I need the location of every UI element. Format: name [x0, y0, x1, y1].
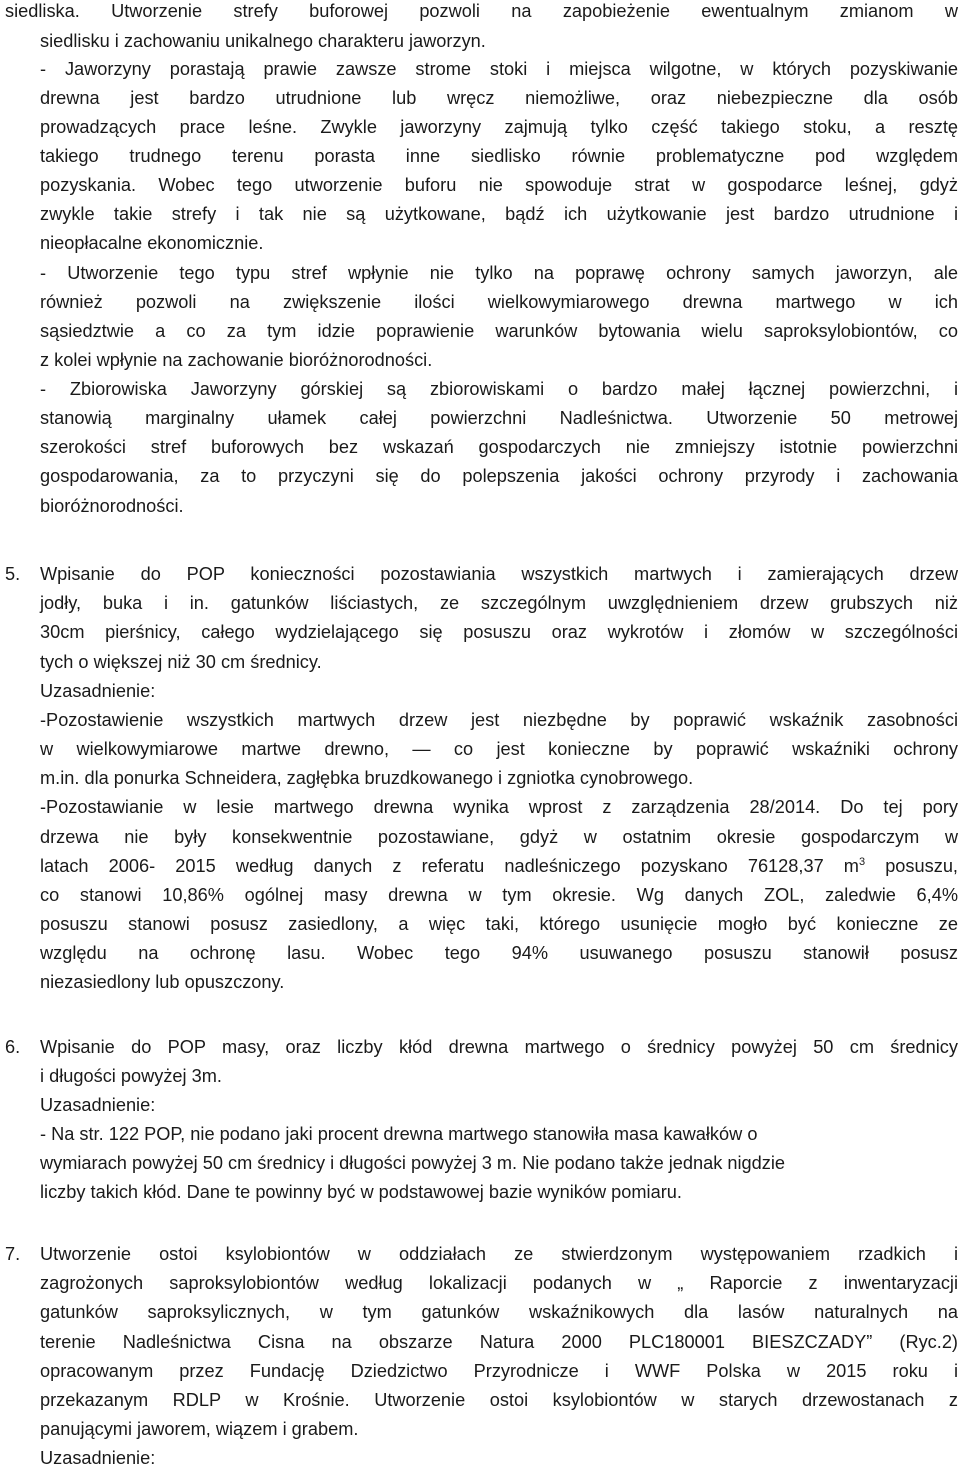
text-line: również pozwoli na zwiększenie ilości wielkowymiarowego drewna martwego w ich [40, 292, 958, 312]
text-line: gatunków saproksylicznych, w tym gatunków wskaźnikowych dla lasów naturalnych na [40, 1302, 958, 1322]
text-line: - Utworzenie tego typu stref wpłynie nie tylko na poprawę ochrony samych jaworzyn, ale [40, 263, 958, 283]
text-line: panującymi jaworem, wiązem i grabem. [40, 1419, 359, 1439]
text-line: terenie Nadleśnictwa Cisna na obszarze Natura 2000 PLC180001 BIESZCZADY” (Ryc.2) [40, 1332, 958, 1352]
text-line: liczby takich kłód. Dane te powinny być w podstawowej bazie wyników pomiaru. [40, 1182, 682, 1202]
text-line: tych o większej niż 30 cm średnicy. [40, 652, 322, 672]
text-line: pozyskania. Wobec tego utworzenie buforu nie spowoduje strat w gospodarce leśnej, gdyż [40, 175, 958, 195]
text-line: -Pozostawienie wszystkich martwych drzew jest niezbędne by poprawić wskaźnik zasobności [40, 710, 958, 730]
text-line: niezasiedlony lub opuszczony. [40, 972, 285, 992]
text-line: przekazanym RDLP w Krośnie. Utworzenie ostoi ksylobiontów w starych drzewostanach z [40, 1390, 958, 1410]
text-line: drewna jest bardzo utrudnione lub wręcz niemożliwe, oraz niebezpieczne dla osób [40, 88, 958, 108]
superscript: 3 [858, 855, 866, 868]
text-line: bioróżnorodności. [40, 496, 184, 516]
text-line: drzewa nie były konsekwentnie pozostawiane, gdyż w ostatnim okresie gospodarczym w [40, 827, 958, 847]
text-line: sąsiedztwie a co za tym idzie poprawienie warunków bytowania wielu saproksylobiontów, co [40, 321, 958, 341]
text-line [40, 855, 958, 877]
text-line: 30cm pierśnicy, całego wydzielającego się posuszu oraz wykrotów i złomów w szczególności [40, 622, 958, 642]
text-line: co stanowi 10,86% ogólnej masy drewna w tym okresie. Wg danych ZOL, zaledwie 6,4% [40, 885, 958, 905]
text-line: Wpisanie do POP masy, oraz liczby kłód drewna martwego o średnicy powyżej 50 cm średnicy [40, 1037, 958, 1057]
text-line: gospodarowania, za to przyczyni się do polepszenia jakości ochrony przyrody i zachowania [40, 466, 958, 486]
text-line: jodły, buka i in. gatunków liściastych, ze szczególnym uwzględnieniem drzew grubszych niż [40, 593, 958, 613]
text-line: siedliska. Utworzenie strefy buforowej pozwoli na zapobieżenie ewentualnym zmianom w [5, 1, 958, 21]
text-line: zwykle takie strefy i tak nie są użytkowane, bądź ich użytkowanie jest bardzo utrudnione i [40, 204, 958, 224]
text-line: stanowią marginalny ułamek całej powierzchni Nadleśnictwa. Utworzenie 50 metrowej [40, 408, 958, 428]
text-line: w wielkowymiarowe martwe drewno, — co jest konieczne by poprawić wskaźniki ochrony [40, 739, 958, 759]
text-segment: latach 2006- 2015 według danych z referatu nadleśniczego pozyskano 76128,37 m [40, 856, 859, 876]
section-label: Uzasadnienie: [40, 1095, 156, 1115]
list-number: 6. [5, 1037, 21, 1057]
text-line: względu na ochronę lasu. Wobec tego 94% usuwanego posuszu stanowił posusz [40, 943, 958, 963]
text-line: - Jaworzyny porastają prawie zawsze strome stoki i miejsca wilgotne, w których pozyskiwanie [40, 59, 958, 79]
text-line: zagrożonych saproksylobiontów według lokalizacji podanych w „ Raporcie z inwentaryzacji [40, 1273, 958, 1293]
text-line: takiego trudnego terenu porasta inne siedlisko równie problematyczne pod względem [40, 146, 958, 166]
text-line: -Pozostawianie w lesie martwego drewna wynika wprost z zarządzenia 28/2014. Do tej pory [40, 797, 958, 817]
text-line: nieopłacalne ekonomicznie. [40, 233, 264, 253]
text-segment: posuszu, [865, 856, 958, 876]
list-number: 5. [5, 564, 21, 584]
text-line: m.in. dla ponurka Schneidera, zagłębka bruzdkowanego i zgniotka cynobrowego. [40, 768, 694, 788]
text-line: i długości powyżej 3m. [40, 1066, 222, 1086]
text-line: prowadzących prace leśne. Zwykle jaworzyny zajmują tylko część takiego stoku, a resztę [40, 117, 958, 137]
text-line: Wpisanie do POP konieczności pozostawiania wszystkich martwych i zamierających drzew [40, 564, 958, 584]
section-label: Uzasadnienie: [40, 681, 156, 701]
text-line: z kolei wpłynie na zachowanie bioróżnorodności. [40, 350, 433, 370]
text-line: - Zbiorowiska Jaworzyny górskiej są zbiorowiskami o bardzo małej łącznej powierzchni, i [40, 379, 958, 399]
list-number: 7. [5, 1244, 21, 1264]
text-line: Utworzenie ostoi ksylobiontów w oddziałach ze stwierdzonym występowaniem rzadkich i [40, 1244, 958, 1264]
text-line: wymiarach powyżej 50 cm średnicy i długości powyżej 3 m. Nie podano także jednak nigdzie [40, 1153, 786, 1173]
section-label: Uzasadnienie: [40, 1448, 156, 1468]
text-line: siedlisku i zachowaniu unikalnego charakteru jaworzyn. [40, 31, 486, 51]
text-line: szerokości stref buforowych bez wskazań gospodarczych nie zmniejszy istotnie powierzchni [40, 437, 958, 457]
text-line: posuszu stanowi posusz zasiedlony, a więc taki, którego usunięcie mogło być konieczne ze [40, 914, 958, 934]
text-line: - Na str. 122 POP, nie podano jaki procent drewna martwego stanowiła masa kawałków o [40, 1124, 758, 1144]
text-line: opracowanym przez Fundację Dziedzictwo Przyrodnicze i WWF Polska w 2015 roku i [40, 1361, 958, 1381]
